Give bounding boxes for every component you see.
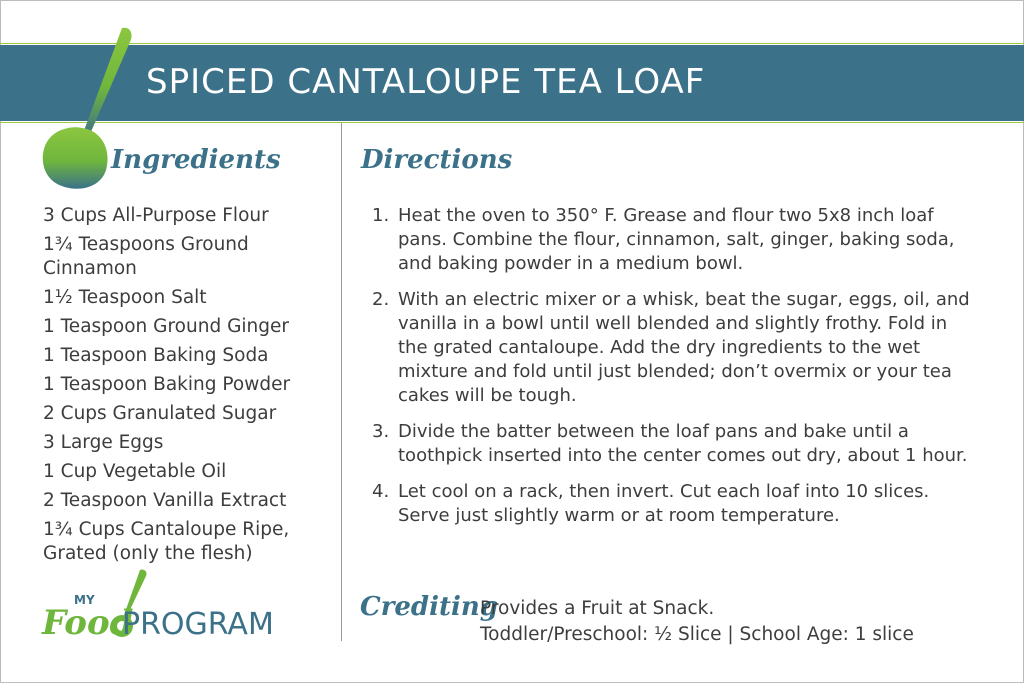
ingredient-item: 1¾ Cups Cantaloupe Ripe, Grated (only the flesh) [43,519,290,564]
ingredient-item: 1 Teaspoon Ground Ginger [43,316,290,337]
step-number: 3. [372,421,390,442]
step-text: With an electric mixer or a whisk, beat the sugar, eggs, oil, and vanilla in a bowl until well blended and slightly frothy. Fold in the grated cantaloupe. Add the dry ingredients to the wet mixture and fold until just blended; don’t overmix or your tea cakes will be tough. [398,289,970,406]
direction-step [368,288,978,408]
direction-step [368,204,978,276]
directions-list [368,204,978,540]
step-text: Let cool on a rack, then invert. Cut each loaf into 10 slices. Serve just slightly warm or at room temperature. [398,481,930,526]
step-number: 1. [372,205,390,226]
crediting-line: Toddler/Preschool: ½ Slice | School Age: 1 slice [480,624,914,645]
ingredient-item: 2 Teaspoon Vanilla Extract [43,490,287,511]
banner-green-rule [0,122,1024,123]
ingredient-item: 1¾ Teaspoons Ground Cinnamon [43,234,249,279]
ingredients-list [43,204,333,571]
ingredient-item: 3 Cups All-Purpose Flour [43,205,269,226]
ingredients-heading: Ingredients [111,145,281,175]
ingredient-item: 3 Large Eggs [43,432,164,453]
directions-heading: Directions [361,145,513,175]
direction-step [368,480,978,528]
top-green-rule [0,43,1024,44]
ingredient-item: 1 Teaspoon Baking Soda [43,345,269,366]
column-divider [341,123,342,641]
ingredient-item: 1½ Teaspoon Salt [43,287,207,308]
step-text: Divide the batter between the loaf pans and bake until a toothpick inserted into the center comes out dry, about 1 hour. [398,421,968,466]
crediting-heading: Crediting [360,592,498,622]
recipe-title: SPICED CANTALOUPE TEA LOAF [146,62,706,102]
crediting-text [480,596,914,648]
ingredient-item: 1 Cup Vegetable Oil [43,461,227,482]
crediting-line: Provides a Fruit at Snack. [480,598,715,619]
ingredient-item: 1 Teaspoon Baking Powder [43,374,291,395]
logo-my-text: MY [74,593,95,607]
ingredient-item: 2 Cups Granulated Sugar [43,403,277,424]
step-number: 2. [372,289,390,310]
direction-step [368,420,978,468]
step-text: Heat the oven to 350° F. Grease and flour two 5x8 inch loaf pans. Combine the flour, cinnamon, salt, ginger, baking soda, and baking powder in a medium bowl. [398,205,955,274]
logo-program-text: PROGRAM [122,607,274,642]
step-number: 4. [372,481,390,502]
logo-food-text: Food [42,603,134,643]
